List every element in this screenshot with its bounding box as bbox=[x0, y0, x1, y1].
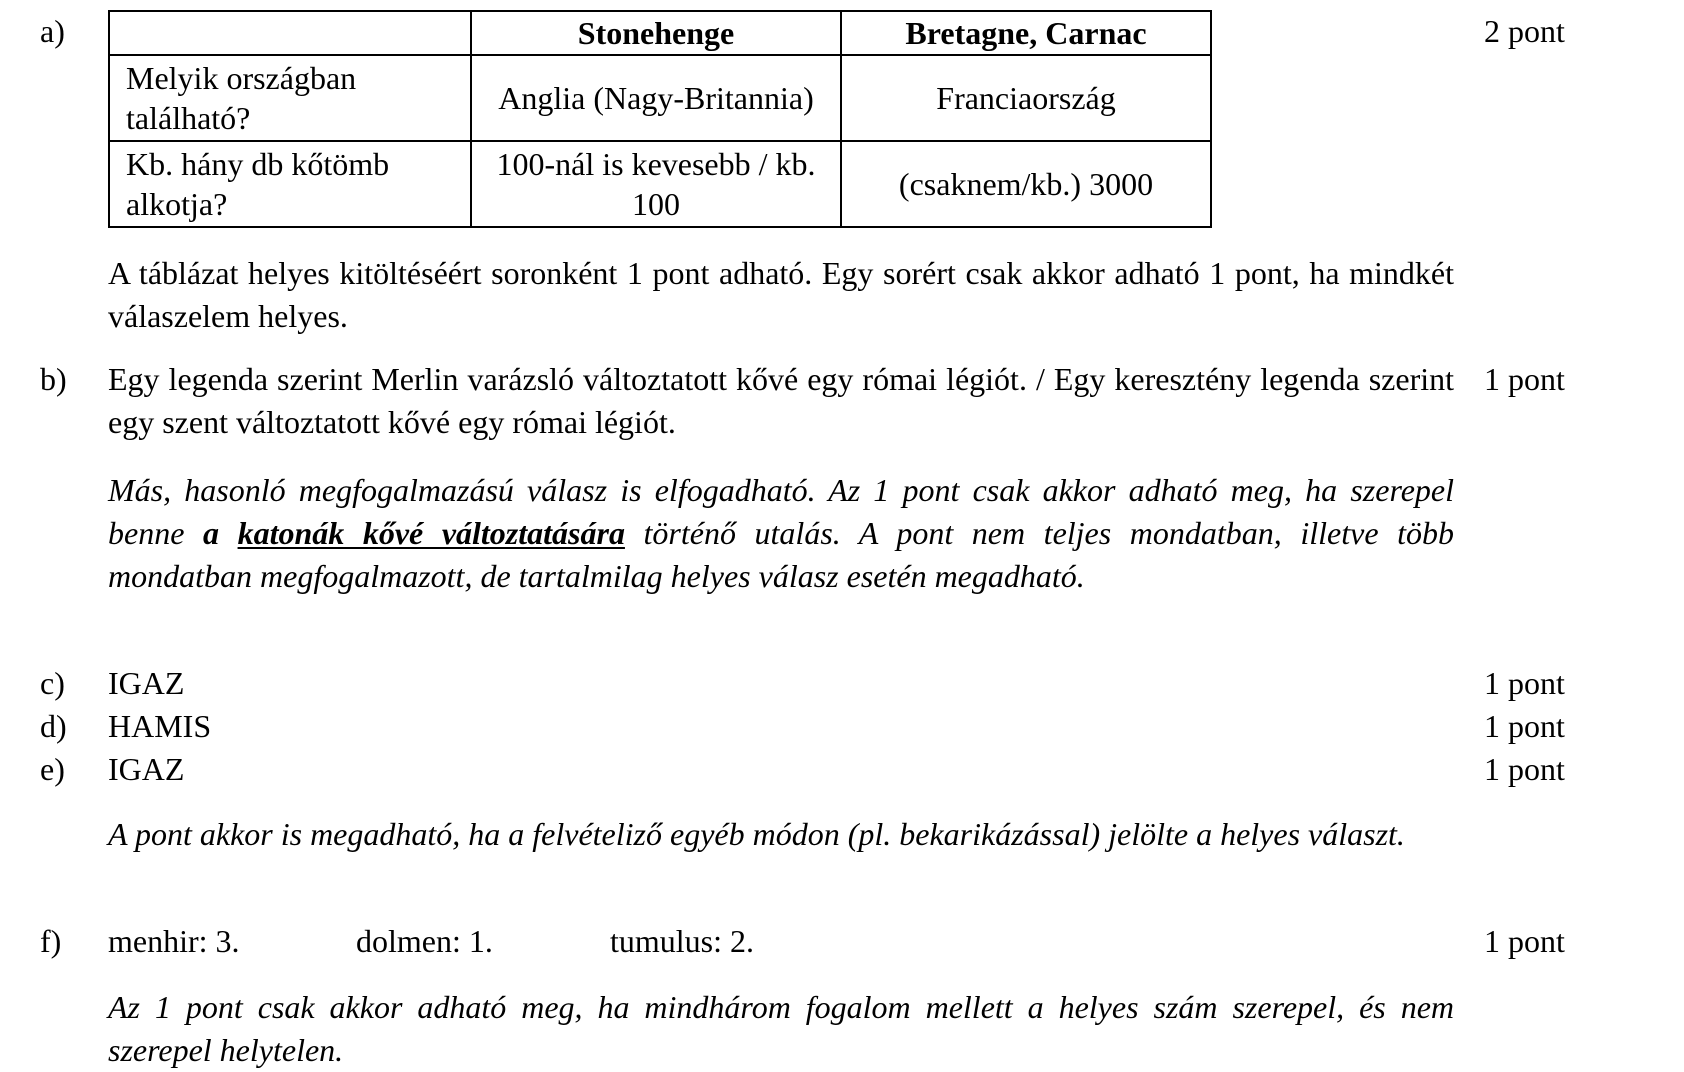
table-header-cell: Stonehenge bbox=[471, 11, 841, 55]
item-d-points: 1 pont bbox=[1484, 708, 1565, 744]
item-d-label: d) bbox=[40, 708, 67, 744]
item-c-answer: IGAZ bbox=[108, 665, 185, 701]
table-header-cell bbox=[109, 11, 471, 55]
item-a-label: a) bbox=[40, 13, 65, 49]
item-f-menhir: menhir: 3. bbox=[108, 923, 240, 959]
item-a-points: 2 pont bbox=[1484, 13, 1565, 49]
item-b-answer: Egy legenda szerint Merlin varázsló változtatott kővé egy római légiót. / Egy keresztény legenda szerint egy szent változtatott kővé egy római légiót. bbox=[108, 361, 1454, 440]
note-emphasis: a bbox=[202, 515, 238, 551]
item-f-points: 1 pont bbox=[1484, 923, 1565, 959]
table-cell: Franciaország bbox=[841, 55, 1211, 141]
note-text: történő utalás. A pont nem teljes mondatban, illetve több mondatban megfogalmazott, de tartalmilag helyes válasz esetén megadható. bbox=[108, 515, 1454, 594]
table-cell: (csaknem/kb.) 3000 bbox=[841, 141, 1211, 227]
table-row bbox=[109, 141, 1211, 227]
note-emphasis-underlined: katonák kővé változtatására bbox=[237, 515, 625, 551]
item-e-answer: IGAZ bbox=[108, 751, 185, 787]
item-b-note bbox=[108, 469, 1454, 598]
note-text: Más, hasonló megfogalmazású válasz is elfogadható. Az 1 pont csak akkor adható meg, ha szerepel benne bbox=[108, 472, 1454, 551]
table-cell: Anglia (Nagy-Britannia) bbox=[471, 55, 841, 141]
item-e-note: A pont akkor is megadható, ha a felvételiző egyéb módon (pl. bekarikázással) jelölte a helyes választ. bbox=[108, 816, 1405, 852]
table-cell: 100-nál is kevesebb / kb. 100 bbox=[471, 141, 841, 227]
item-f-label: f) bbox=[40, 923, 62, 959]
item-b-label: b) bbox=[40, 361, 67, 397]
table-header-cell: Bretagne, Carnac bbox=[841, 11, 1211, 55]
item-a-note: A táblázat helyes kitöltéséért soronként 1 pont adható. Egy sorért csak akkor adható 1 pont, ha mindkét válaszelem helyes. bbox=[108, 255, 1454, 334]
item-e-points: 1 pont bbox=[1484, 751, 1565, 787]
answer-table bbox=[108, 10, 1212, 228]
table-header-row bbox=[109, 11, 1211, 55]
item-f-tumulus: tumulus: 2. bbox=[610, 923, 755, 959]
item-d-answer: HAMIS bbox=[108, 708, 212, 744]
item-c-points: 1 pont bbox=[1484, 665, 1565, 701]
item-f-dolmen: dolmen: 1. bbox=[356, 923, 493, 959]
item-b-points: 1 pont bbox=[1484, 361, 1565, 397]
item-f-note: Az 1 pont csak akkor adható meg, ha mindhárom fogalom mellett a helyes szám szerepel, és nem szerepel helytelen. bbox=[108, 989, 1454, 1068]
table-row bbox=[109, 55, 1211, 141]
table-cell: Melyik országban található? bbox=[109, 55, 471, 141]
item-c-label: c) bbox=[40, 665, 65, 701]
item-e-label: e) bbox=[40, 751, 65, 787]
table-cell: Kb. hány db kőtömb alkotja? bbox=[109, 141, 471, 227]
